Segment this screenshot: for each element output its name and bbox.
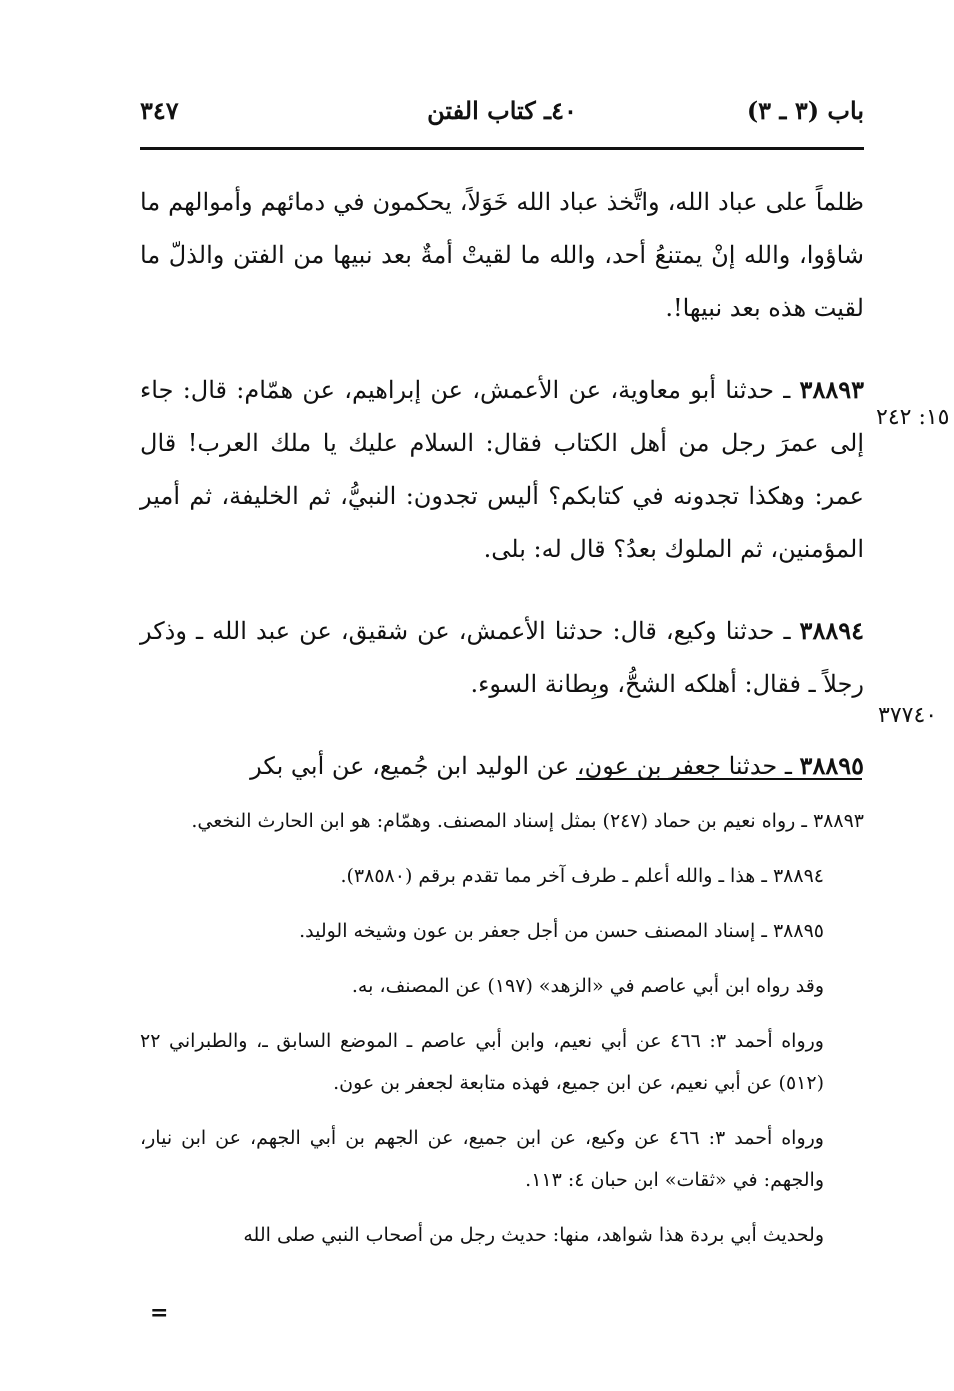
margin-reference-1: ١٥: ٢٤٢ xyxy=(876,405,950,430)
main-text xyxy=(140,176,864,821)
footnote-38894: ٣٨٨٩٤ ـ هذا ـ والله أعلم ـ طرف آخر مما تقدم برقم (٣٨٥٨٠). xyxy=(340,865,824,887)
hadith-38894 xyxy=(140,604,864,711)
footnote-38895: ٣٨٨٩٥ ـ إسناد المصنف حسن من أجل جعفر بن عون وشيخه الوليد. xyxy=(299,920,824,942)
hadith-38893 xyxy=(140,363,864,576)
hadith-number: ٣٨٨٩٣ xyxy=(799,375,864,404)
footnote-ahmad-1: ورواه أحمد ٣: ٤٦٦ عن أبي نعيم، وابن أبي عاصم ـ الموضع السابق ـ، والطبراني ٢٢ (٥١٢) عن أبي نعيم، عن ابن جميع، فهذه متابعة لجعفر بن عون. xyxy=(140,1030,824,1094)
continued-paragraph: ظلماً على عباد الله، واتَّخذ عباد الله خَوَلاً، يحكمون في دمائهم وأموالهم ما شاؤوا، والله إنْ يمتنعُ أحد، والله ما لقيتْ أمةٌ بعد نبيها من الفتن والذلّ ما لقيت هذه بعد نبيها!. xyxy=(140,188,864,322)
footnote-38893: ٣٨٨٩٣ ـ رواه نعيم بن حماد (٢٤٧) بمثل إسناد المصنف. وهمّام: هو ابن الحارث النخعي. xyxy=(191,810,864,832)
hadith-number: ٣٨٨٩٤ xyxy=(799,616,864,645)
page-header xyxy=(140,92,864,136)
hadith-number: ٣٨٨٩٥ xyxy=(799,751,864,780)
chapter-heading: باب (٣ ـ ٣) xyxy=(746,96,864,125)
header-rule xyxy=(140,147,864,150)
continuation-mark: = xyxy=(150,1300,169,1326)
footnote-zuhd: وقد رواه ابن أبي عاصم في «الزهد» (١٩٧) عن المصنف، به. xyxy=(351,975,824,997)
footnote-shawahid: ولحديث أبي بردة هذا شواهد، منها: حديث رجل من أصحاب النبي صلى الله xyxy=(243,1224,824,1246)
footnotes xyxy=(140,800,864,1269)
hadith-text: ـ حدثنا وكيع، قال: حدثنا الأعمش، عن شقيق، عن عبد الله ـ وذكر رجلاً ـ فقال: أهلكه الشحُّ، وبِطانة السوء. xyxy=(140,617,864,698)
hadith-text: ـ حدثنا أبو معاوية، عن الأعمش، عن إبراهيم، عن همّام: قال: جاء إلى عمرَ رجل من أهل الكتاب فقال: السلام عليك يا ملك العرب! قال عمر: وهكذا تجدونه في كتابكم؟ أليس تجدون: النبيُّ، ثم الخليفة، ثم أمير المؤمنين، ثم الملوك بعدُ؟ قال له: بلى. xyxy=(140,376,865,563)
hadith-38895 xyxy=(140,739,864,793)
margin-reference-2: ٣٧٧٤٠ xyxy=(878,703,938,728)
hadith-text: ـ حدثنا جعفر بن عون، عن الوليد ابن جُميع، عن أبي بكر xyxy=(250,752,800,780)
footnote-separator xyxy=(576,778,862,780)
book-title: ٤٠ـ كتاب الفتن xyxy=(427,96,577,125)
footnote-ahmad-2: ورواه أحمد ٣: ٤٦٦ عن وكيع، عن ابن جميع، عن الجهم بن أبي الجهم، عن ابن نيار، والجهم: في «ثقات» ابن حبان ٤: ١١٣. xyxy=(140,1127,824,1191)
page-number: ٣٤٧ xyxy=(140,96,179,125)
